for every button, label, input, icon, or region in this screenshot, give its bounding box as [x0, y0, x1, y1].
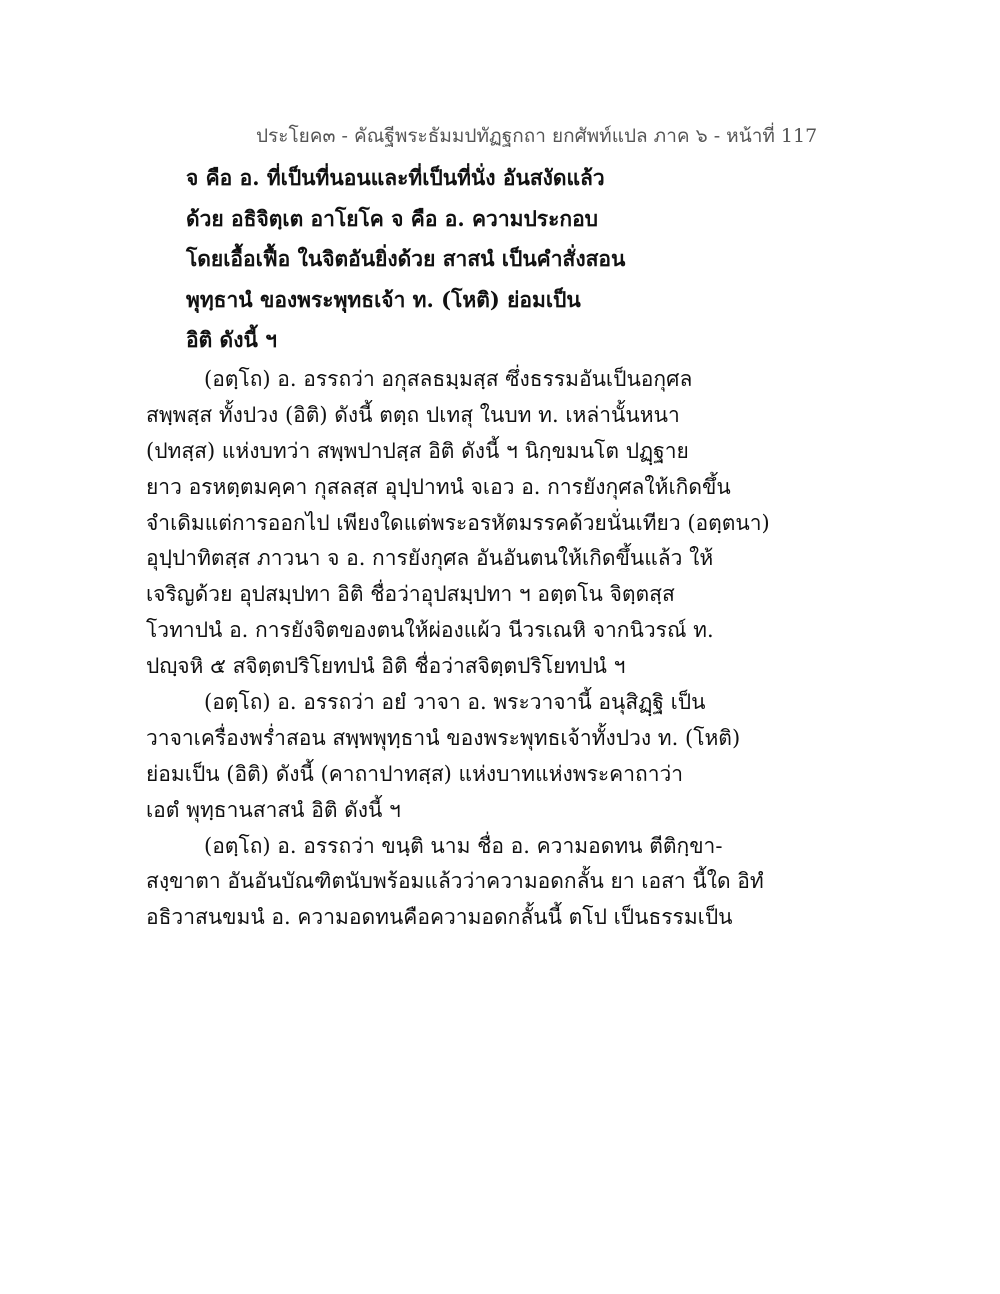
text-line: อธิวาสนขมนํ อ. ความอดทนคือความอดกลั้นนี้ ตโป เป็นธรรมเป็น [146, 905, 733, 930]
text-line: จำเดิมแต่การออกไป เพียงใดแต่พระอรหัตมรรคด้วยนั่นเทียว (อตฺตนา) [146, 510, 770, 535]
paragraph-2 [146, 685, 741, 829]
text-line: ย่อมเป็น (อิติ) ดังนี้ (คาถาปาทสฺส) แห่งบาทแห่งพระคาถาว่า [146, 761, 684, 786]
bold-line: โดยเอื้อเฟื้อ ในจิตอันยิ่งด้วย สาสนํ เป็นคำสั่งสอน [186, 246, 626, 271]
text-line: เจริญด้วย อุปสมฺปทา อิติ ชื่อว่าอุปสมฺปทา ฯ อตฺตโน จิตฺตสฺส [146, 582, 675, 607]
text-line: สงฺขาตา อันอันบัณฑิตนับพร้อมแล้วว่าความอดกลั้น ยา เอสา นี้ใด อิทํ [146, 869, 764, 894]
text-line: (อตฺโถ) อ. อรรถว่า ขนฺติ นาม ชื่อ อ. ความอดทน ตีติกฺขา- [204, 833, 723, 858]
bold-line: อิติ ดังนี้ ฯ [186, 327, 277, 352]
bold-line: ด้วย อธิจิตฺเต อาโยโค จ คือ อ. ความประกอบ [186, 205, 599, 231]
bold-line: จ คือ อ. ที่เป็นที่นอนและที่เป็นที่นั่ง อันสงัดแล้ว [186, 165, 605, 190]
page-header: ประโยค๓ - คัณฐีพระธัมมปทัฏฐกถา ยกศัพท์แปล ภาค ๖ - หน้าที่ 117 [256, 125, 818, 147]
text-line: ปญฺจหิ ๕ สจิตฺตปริโยทปนํ อิติ ชื่อว่าสจิตฺตปริโยทปนํ ฯ [146, 654, 626, 679]
text-line: ยาว อรหตฺตมคฺคา กุสลสฺส อุปฺปาทนํ จเอว อ. การยังกุศลให้เกิดขึ้น [146, 474, 731, 499]
text-line: เอตํ พุทฺธานสาสนํ อิติ ดังนี้ ฯ [146, 797, 401, 822]
text-line: (อตฺโถ) อ. อรรถว่า อยํ วาจา อ. พระวาจานี้ อนุสิฏฺฐิ เป็น [204, 690, 706, 715]
text-line: (ปทสฺส) แห่งบทว่า สพฺพปาปสฺส อิติ ดังนี้ ฯ นิกฺขมนโต ปฏฺฐาย [146, 438, 689, 463]
text-line: สพฺพสฺส ทั้งปวง (อิติ) ดังนี้ ตตฺถ ปเทสุ ในบท ท. เหล่านั้นหนา [146, 402, 680, 427]
text-line: โวทาปนํ อ. การยังจิตของตนให้ผ่องแผ้ว นีวรเณหิ จากนิวรณ์ ท. [146, 618, 714, 643]
body-text [146, 362, 770, 936]
text-line: (อตฺโถ) อ. อรรถว่า อกุสลธมฺมสฺส ซึ่งธรรมอันเป็นอกุศล [204, 367, 693, 391]
bold-line: พุทฺธานํ ของพระพุทธเจ้า ท. (โหติ) ย่อมเป็น [186, 286, 581, 312]
paragraph-3 [146, 829, 764, 937]
text-line: วาจาเครื่องพร่ำสอน สพฺพพุทฺธานํ ของพระพุทธเจ้าทั้งปวง ท. (โหติ) [146, 725, 741, 750]
text-line: อุปฺปาทิตสฺส ภาวนา จ อ. การยังกุศล อันอันตนให้เกิดขึ้นแล้ว ให้ [146, 546, 714, 571]
bold-verse-block [186, 158, 706, 361]
paragraph-1 [146, 362, 770, 685]
